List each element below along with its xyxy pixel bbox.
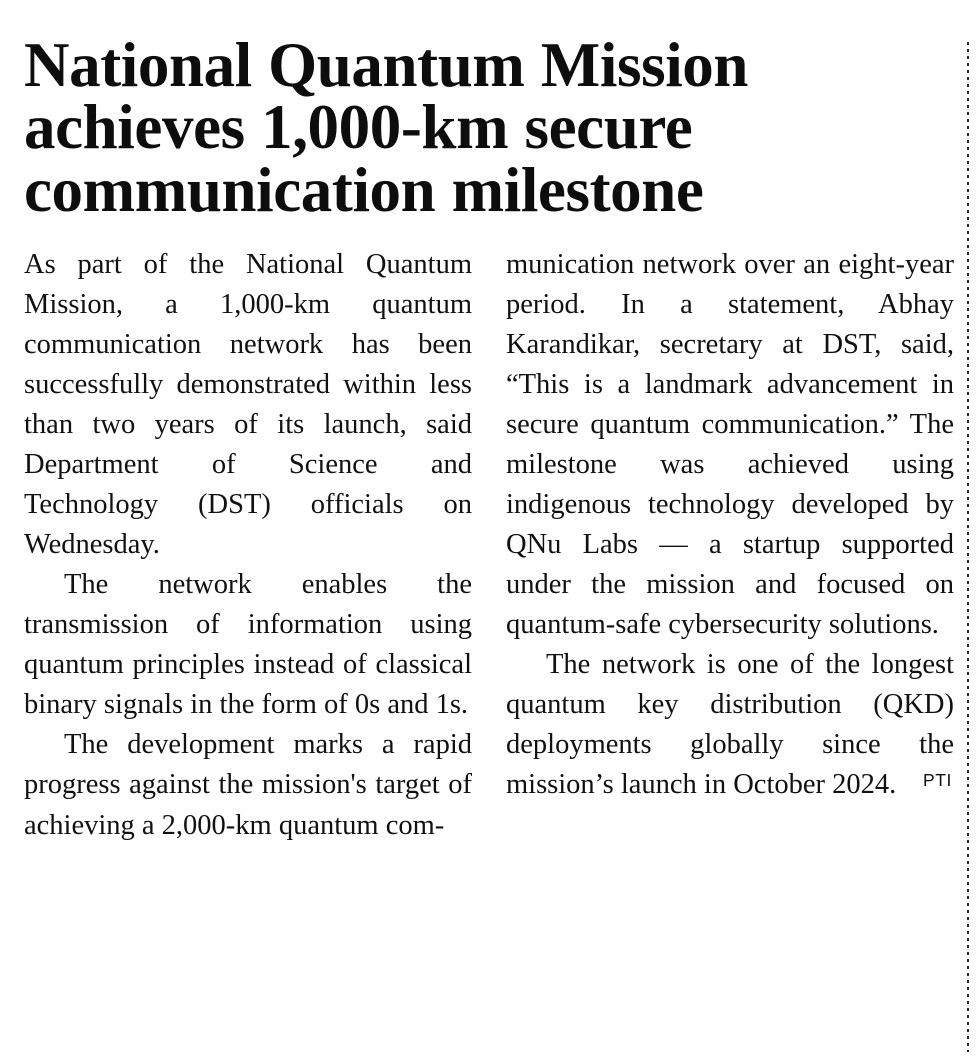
paragraph: As part of the National Quantum Mission, a 1,000-km quantum communication network has been successfully demonstrated within less than two years of its launch, said Department of Science and Technology (DST) officials on Wednesday. (24, 249, 472, 561)
paragraph: The development marks a rapid progress against the mission's target of achieving a 2,000-km quantum com- (24, 729, 472, 841)
article-column-right (506, 245, 954, 845)
paragraph: The network is one of the longest quantum key distribution (QKD) deployments globally since the mission’s launch in October 2024. (506, 649, 954, 801)
byline-credit: PTI (922, 769, 952, 790)
paragraph: munication network over an eight-year period. In a statement, Abhay Karandikar, secretary at DST, said, “This is a landmark advancement in secure quantum communication.” The milestone was achieved using indigenous technology developed by QNu Labs — a startup supported under the mission and focused on quantum-safe cybersecurity solutions. (506, 249, 954, 641)
column-divider-rule (967, 42, 969, 1052)
page-title: National Quantum Mission achieves 1,000-km secure communication milestone (24, 30, 749, 225)
paragraph: The network enables the transmission of information using quantum principles instead of classical binary signals in the form of 0s and 1s. (24, 569, 472, 721)
article-column-left (24, 245, 472, 845)
article-body (24, 245, 954, 845)
